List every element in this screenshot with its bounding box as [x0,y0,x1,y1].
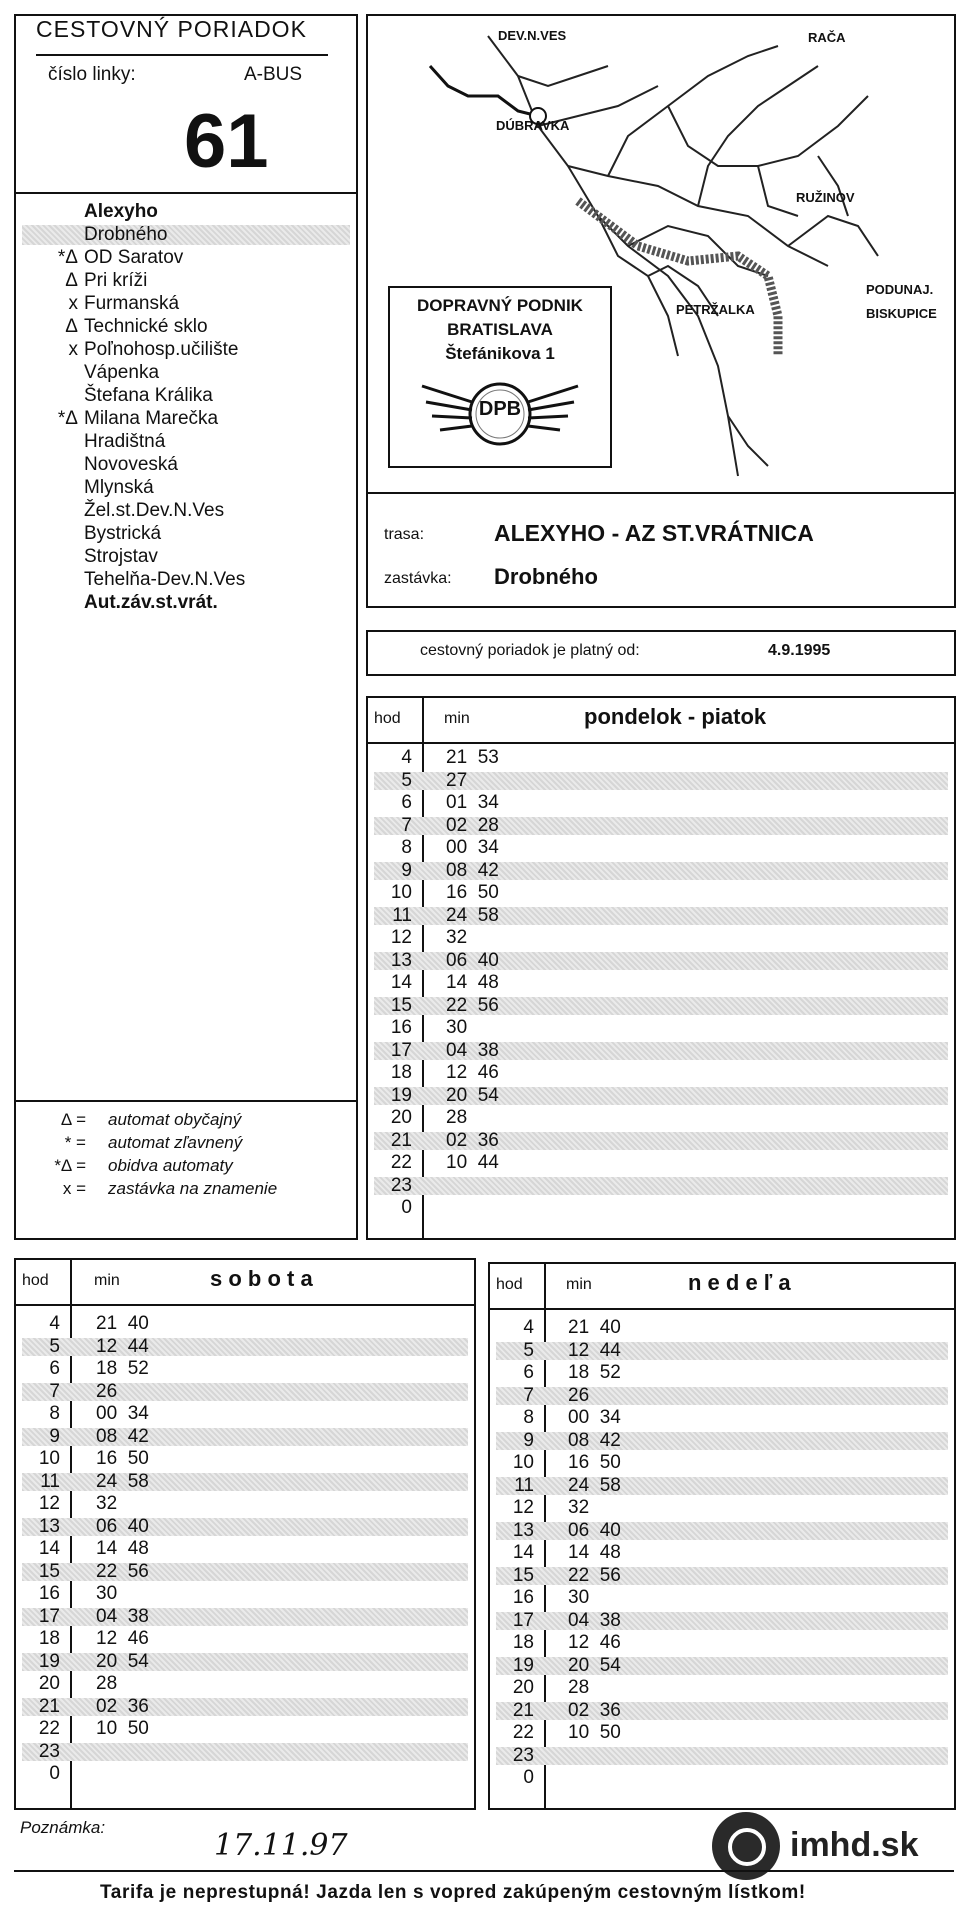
departure-row [488,1451,956,1474]
departure-minutes: 02 36 [568,1699,621,1721]
departure-minutes: 14 48 [96,1538,149,1559]
departure-row [366,746,956,769]
stop-value: Drobného [494,564,598,589]
departure-row [488,1564,956,1587]
sunday-min-label: min [566,1276,592,1293]
title-divider [36,54,328,56]
weekday-hod-label: hod [374,710,401,727]
departure-row [14,1605,476,1628]
departure-minutes: 14 48 [568,1542,621,1563]
company-address: Štefánikova 1 [445,344,555,363]
departure-hour: 23 [390,1174,412,1196]
departure-row [366,971,956,994]
departure-row [366,881,956,904]
departure-hour: 15 [512,1564,534,1586]
departure-hour: 10 [512,1452,534,1473]
departure-minutes: 06 40 [568,1519,621,1541]
sunday-day-title: n e d e ľ a [688,1270,791,1295]
departure-hour: 16 [390,1017,412,1038]
departure-minutes: 14 48 [446,972,499,993]
stop-name: Novoveská [84,454,178,475]
departure-minutes: 24 58 [568,1474,621,1496]
departure-hour: 19 [390,1084,412,1106]
legend-item [14,1108,354,1131]
departure-hour: 18 [512,1632,534,1653]
departure-minutes: 00 34 [568,1407,621,1428]
departure-row [488,1384,956,1407]
departure-row [14,1447,476,1470]
departure-minutes: 08 42 [568,1429,621,1451]
departure-row [366,1039,956,1062]
departure-hour: 7 [49,1380,60,1402]
departure-minutes: 04 38 [96,1605,149,1627]
stop-name: Strojstav [84,546,158,567]
departure-minutes: 01 34 [446,792,499,813]
stop-label: zastávka: [384,570,452,587]
departure-minutes: 20 54 [446,1084,499,1106]
departure-hour: 0 [49,1763,60,1784]
departure-row [366,1084,956,1107]
departure-row [488,1654,956,1677]
departure-hour: 6 [401,792,412,813]
departure-hour: 5 [523,1339,534,1361]
departure-minutes: 08 42 [96,1425,149,1447]
sunday-header-divider [488,1308,956,1310]
departure-minutes: 21 40 [568,1317,621,1338]
departure-minutes: 32 [96,1493,118,1514]
departure-hour: 14 [390,972,412,993]
departure-row [14,1515,476,1538]
departure-hour: 12 [38,1493,60,1514]
departure-row [366,836,956,859]
departure-hour: 0 [401,1197,412,1218]
departure-hour: 9 [401,859,412,881]
departure-hour: 7 [401,814,412,836]
departure-minutes: 32 [446,927,468,948]
departure-hour: 6 [523,1362,534,1383]
departure-hour: 23 [38,1740,60,1762]
route-label: trasa: [384,526,425,543]
departure-row [366,1174,956,1197]
departure-hour: 8 [523,1407,534,1428]
departure-hour: 11 [40,1470,60,1492]
departure-hour: 13 [512,1519,534,1541]
departure-row [488,1721,956,1744]
legend-symbol: * = [64,1133,86,1152]
departure-row [14,1470,476,1493]
departure-minutes: 30 [96,1583,118,1604]
validity-label: cestovný poriadok je platný od: [420,642,640,659]
departure-hour: 17 [512,1609,534,1631]
departure-hour: 8 [49,1403,60,1424]
departure-minutes: 12 46 [568,1632,621,1653]
weekday-min-label: min [444,710,470,727]
stop-mark: *Δ [57,247,78,268]
departure-minutes: 18 52 [96,1358,149,1379]
company-name: DOPRAVNÝ PODNIK [417,296,583,315]
departure-row [14,1425,476,1448]
departure-hour: 4 [401,747,412,768]
departure-minutes: 02 36 [96,1695,149,1717]
stop-mark: x [68,293,78,314]
departure-row [488,1676,956,1699]
departure-row [14,1672,476,1695]
legend-item [14,1154,354,1177]
stop-name: Drobného [84,224,168,245]
route-box [366,492,956,608]
departure-minutes: 16 50 [446,882,499,903]
stop-name: Vápenka [84,362,160,383]
current-stop-highlight [22,225,350,245]
departure-hour: 15 [390,994,412,1016]
departure-hour: 12 [512,1497,534,1518]
stop-name: Milana Marečka [84,408,219,429]
departure-hour: 10 [390,882,412,903]
departure-minutes: 02 36 [446,1129,499,1151]
departure-minutes: 27 [446,769,468,791]
departure-row [14,1560,476,1583]
departure-minutes: 20 54 [568,1654,621,1676]
saturday-min-label: min [94,1272,120,1289]
departure-hour: 16 [38,1583,60,1604]
departure-minutes: 12 46 [446,1062,499,1083]
departure-hour: 20 [390,1107,412,1128]
departure-row [366,1196,956,1219]
departure-row [14,1717,476,1740]
departure-hour: 21 [512,1699,534,1721]
departure-row [14,1357,476,1380]
stop-mark: x [68,339,78,360]
departure-minutes: 20 54 [96,1650,149,1672]
stop-name: Bystrická [84,523,162,544]
departure-hour: 20 [512,1677,534,1698]
map-label-dubravka: DÚBRAVKA [496,118,570,133]
stop-mark: Δ [65,270,78,291]
departure-row [14,1740,476,1763]
legend-text: automat obyčajný [108,1110,242,1129]
departure-row [488,1496,956,1519]
departure-hour: 17 [390,1039,412,1061]
departure-row [488,1474,956,1497]
departure-row [14,1335,476,1358]
departure-minutes: 28 [96,1673,118,1694]
departure-row [488,1316,956,1339]
departure-row [366,949,956,972]
departure-row [488,1361,956,1384]
departure-row [366,904,956,927]
departure-row [14,1762,476,1785]
departure-minutes: 22 56 [96,1560,149,1582]
footer-divider [14,1870,954,1872]
map-label-raca: RAČA [808,30,846,45]
departure-row [14,1537,476,1560]
departure-minutes: 02 28 [446,814,499,836]
map-label-dev-n-ves: DEV.N.VES [498,28,567,43]
departure-row [366,926,956,949]
map-label-petrzalka: PETRŽALKA [676,302,755,317]
departure-hour: 20 [38,1673,60,1694]
stop-name: Poľnohosp.učilište [84,339,239,360]
departure-minutes: 00 34 [446,837,499,858]
company-city: BRATISLAVA [447,320,553,339]
stop-name: Tehelňa-Dev.N.Ves [84,569,246,590]
departure-row [488,1631,956,1654]
departure-hour: 9 [523,1429,534,1451]
departure-minutes: 16 50 [96,1448,149,1469]
departure-minutes: 08 42 [446,859,499,881]
sunday-hod-label: hod [496,1276,523,1293]
weekday-day-title: pondelok - piatok [584,704,767,729]
stop-name: Štefana Králika [84,385,213,406]
departure-row [366,791,956,814]
departure-minutes: 12 46 [96,1628,149,1649]
departure-hour: 19 [38,1650,60,1672]
note-label: Poznámka: [20,1818,106,1837]
departure-hour: 13 [390,949,412,971]
stop-name: Technické sklo [84,316,208,337]
departure-row [366,859,956,882]
map-label-biskupice: BISKUPICE [866,306,937,321]
stop-name: Alexyho [84,201,158,222]
departure-hour: 16 [512,1587,534,1608]
departure-hour: 7 [523,1384,534,1406]
brand-logo: imhd.sk [790,1826,919,1864]
departure-row [14,1627,476,1650]
departure-minutes: 21 53 [446,747,499,768]
departure-row [366,814,956,837]
departure-row [14,1402,476,1425]
departure-row [488,1406,956,1429]
departure-row [14,1380,476,1403]
departure-minutes: 18 52 [568,1362,621,1383]
departure-hour: 0 [523,1767,534,1788]
departure-minutes: 12 44 [568,1339,621,1361]
departure-hour: 11 [514,1474,534,1496]
stop-name: OD Saratov [84,247,184,268]
departure-hour: 23 [512,1744,534,1766]
stop-name: Hradištná [84,431,166,452]
departure-minutes: 16 50 [568,1452,621,1473]
departure-minutes: 22 56 [446,994,499,1016]
departure-hour: 4 [49,1313,60,1334]
map-label-podunaj: PODUNAJ. [866,282,934,297]
departure-hour: 9 [49,1425,60,1447]
stop-mark: Δ [65,316,78,337]
dpb-logo-text: DPB [478,398,522,420]
departure-hour: 22 [390,1152,412,1173]
departure-minutes: 04 38 [446,1039,499,1061]
weekday-header-divider [366,742,956,744]
departure-minutes: 00 34 [96,1403,149,1424]
departure-minutes: 26 [96,1380,118,1402]
departure-row [366,1129,956,1152]
departure-minutes: 26 [568,1384,590,1406]
legend-symbol: *Δ = [54,1156,86,1175]
departure-hour: 12 [390,927,412,948]
saturday-header-divider [14,1304,476,1306]
legend-text: automat zľavnený [108,1133,243,1152]
departure-hour: 21 [390,1129,412,1151]
validity-date: 4.9.1995 [768,642,831,659]
departure-hour: 19 [512,1654,534,1676]
line-number: 61 [184,99,269,184]
departure-hour: 14 [512,1542,534,1563]
tariff-notice: Tarifa je neprestupná! Jazda len s vopred zakúpeným cestovným lístkom! [100,1882,806,1903]
departure-row [366,769,956,792]
departure-row [366,1106,956,1129]
departure-row [488,1429,956,1452]
departure-minutes: 10 44 [446,1152,499,1173]
departure-minutes: 12 44 [96,1335,149,1357]
saturday-day-title: s o b o t a [210,1266,313,1291]
legend-item [14,1131,354,1154]
stop-mark: *Δ [57,408,78,429]
departure-row [14,1492,476,1515]
departure-row [366,1061,956,1084]
legend-divider [14,1100,358,1102]
departure-row [14,1582,476,1605]
departure-hour: 4 [523,1317,534,1338]
legend-item [14,1177,354,1200]
departure-hour: 10 [38,1448,60,1469]
departure-minutes: 28 [568,1677,590,1698]
departure-row [14,1312,476,1335]
departure-minutes: 22 56 [568,1564,621,1586]
handwritten-date: 17.11.97 [214,1828,348,1863]
route-value: ALEXYHO - AZ ST.VRÁTNICA [494,520,814,546]
stop-name: Furmanská [84,293,180,314]
departure-minutes: 10 50 [96,1718,149,1739]
departure-hour: 11 [392,904,412,926]
stop-name: Pri kríži [84,270,148,291]
departure-hour: 13 [38,1515,60,1537]
departure-minutes: 30 [568,1587,590,1608]
departure-minutes: 32 [568,1497,590,1518]
departure-minutes: 24 58 [446,904,499,926]
departure-hour: 21 [38,1695,60,1717]
departure-hour: 8 [401,837,412,858]
departure-row [488,1519,956,1542]
departure-row [488,1744,956,1767]
departure-row [366,994,956,1017]
map-label-ruzinov: RUŽINOV [796,190,855,205]
departure-row [488,1609,956,1632]
saturday-hod-label: hod [22,1272,49,1289]
departure-hour: 15 [38,1560,60,1582]
stop-name: Aut.záv.st.vrát. [84,592,218,613]
departure-row [488,1586,956,1609]
departure-minutes: 24 58 [96,1470,149,1492]
departure-hour: 18 [390,1062,412,1083]
departure-row [14,1695,476,1718]
legend-symbol: Δ = [60,1110,86,1129]
stop-name: Mlynská [84,477,154,498]
departure-minutes: 06 40 [96,1515,149,1537]
departure-hour: 14 [38,1538,60,1559]
departure-minutes: 10 50 [568,1722,621,1743]
departure-hour: 5 [401,769,412,791]
departure-row [488,1766,956,1789]
departure-row [488,1699,956,1722]
departure-minutes: 28 [446,1107,468,1128]
departure-hour: 22 [512,1722,534,1743]
departure-minutes: 04 38 [568,1609,621,1631]
legend-text: obidva automaty [108,1156,233,1175]
legend-symbol: x = [62,1179,86,1198]
departure-minutes: 06 40 [446,949,499,971]
departure-hour: 18 [38,1628,60,1649]
departure-row [366,1016,956,1039]
departure-row [366,1151,956,1174]
stop-name: Žel.st.Dev.N.Ves [84,500,225,521]
departure-minutes: 21 40 [96,1313,149,1334]
departure-hour: 5 [49,1335,60,1357]
departure-row [14,1650,476,1673]
timetable-title: CESTOVNÝ PORIADOK [36,16,307,42]
departure-minutes: 30 [446,1017,468,1038]
departure-hour: 6 [49,1358,60,1379]
departure-hour: 22 [38,1718,60,1739]
departure-row [488,1541,956,1564]
departure-row [488,1339,956,1362]
departure-hour: 17 [38,1605,60,1627]
line-label: číslo linky: [48,64,136,85]
line-type: A-BUS [244,64,303,85]
legend-text: zastávka na znamenie [108,1179,278,1198]
